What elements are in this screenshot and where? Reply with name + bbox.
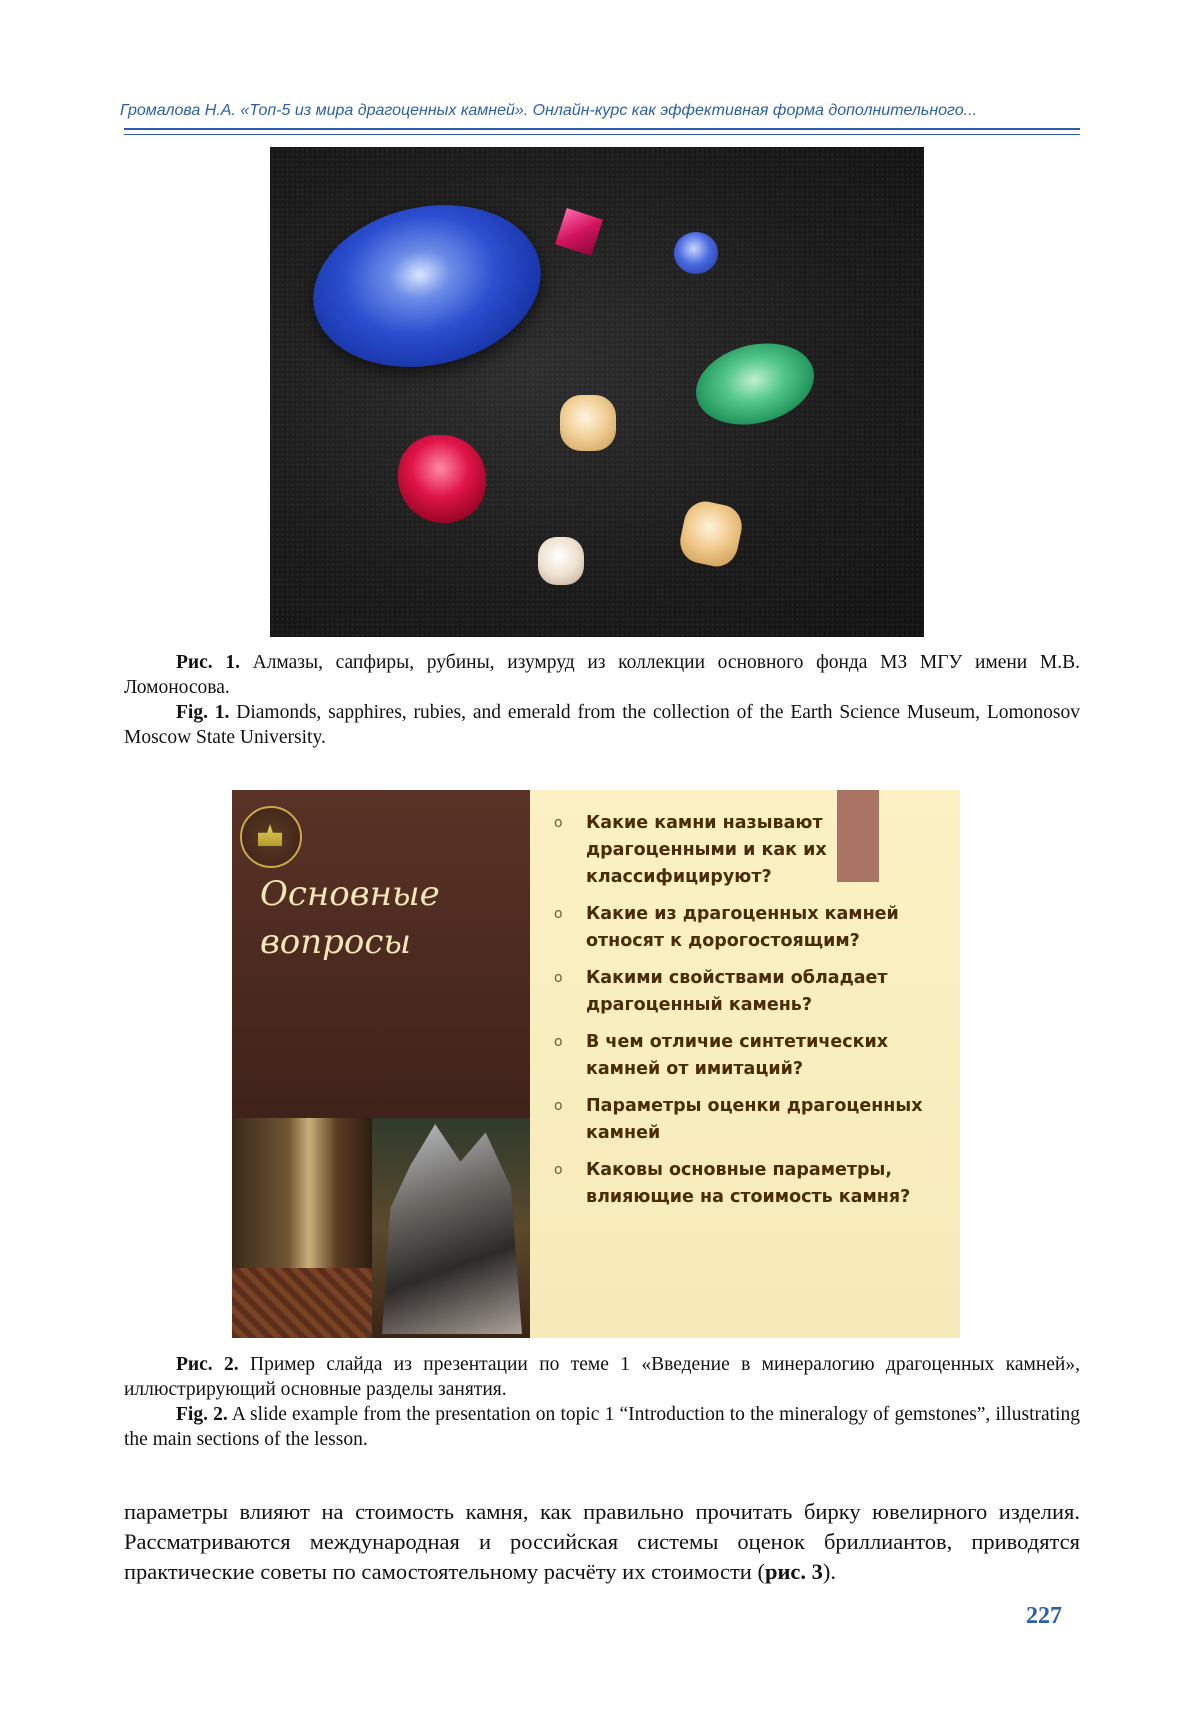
slide-question-text: Параметры оценки драгоценных камней	[586, 1096, 923, 1143]
body-text-end: ).	[822, 1559, 837, 1584]
header-rule	[124, 128, 1080, 135]
figure-1-caption-en	[124, 700, 1080, 750]
figure-reference: рис. 3	[764, 1559, 823, 1584]
parquet-floor-image	[232, 1268, 372, 1338]
museum-photo	[232, 1118, 530, 1338]
bullet-icon: o	[554, 1098, 563, 1114]
diamond-crystal	[560, 395, 616, 451]
body-paragraph	[124, 1497, 1080, 1587]
caption-text: A slide example from the presentation on topic 1 “Introduction to the mineralogy of gemstones”, illustrating the main sections of the lesson.	[124, 1404, 1080, 1450]
ruby-cabochon	[398, 435, 486, 523]
slide-question-list	[550, 810, 930, 1221]
figure-1-gem-photo	[270, 147, 924, 637]
page-number: 227	[1026, 1603, 1062, 1629]
slide-question-item	[550, 1093, 930, 1147]
slide-question-item	[550, 1157, 930, 1211]
slide-question-item	[550, 810, 930, 891]
slide-content-panel	[530, 790, 960, 1338]
bullet-icon: o	[554, 1034, 563, 1050]
caption-text: Алмазы, сапфиры, рубины, изумруд из коллекции основного фонда МЗ МГУ имени М.В. Ломоносова.	[124, 652, 1080, 698]
large-sapphire-cabochon	[298, 185, 556, 387]
slide-question-item	[550, 901, 930, 955]
figure-label: Рис. 2.	[176, 1354, 239, 1375]
diamond-crystal	[538, 537, 584, 585]
slide-question-text: Какие из драгоценных камней относят к дорогостоящим?	[586, 904, 899, 951]
bullet-icon: o	[554, 970, 563, 986]
figure-2-caption-en	[124, 1402, 1080, 1452]
small-sapphire	[674, 232, 718, 274]
caption-text: Diamonds, sapphires, rubies, and emerald from the collection of the Earth Science Museum, Lomonosov Moscow State University.	[124, 702, 1080, 748]
quartz-crystal-image	[382, 1124, 522, 1334]
slide-title: Основные вопросы	[260, 874, 440, 962]
figure-2-slide	[232, 790, 960, 1338]
diamond-crystal	[676, 498, 746, 571]
bullet-icon: o	[554, 815, 563, 831]
bullet-icon: o	[554, 906, 563, 922]
emerald	[687, 332, 822, 437]
university-emblem-icon	[240, 806, 302, 868]
slide-title-panel	[232, 790, 530, 1118]
figure-label: Fig. 1.	[176, 702, 230, 723]
running-header: Громалова Н.А. «Топ-5 из мира драгоценных камней». Онлайн-курс как эффективная форма дополнительного...	[120, 102, 977, 119]
slide-question-text: Какими свойствами обладает драгоценный камень?	[586, 968, 888, 1015]
slide-question-text: В чем отличие синтетических камней от имитаций?	[586, 1032, 889, 1079]
slide-question-text: Каковы основные параметры, влияющие на стоимость камня?	[586, 1160, 911, 1207]
slide-question-item	[550, 965, 930, 1019]
caption-text: Пример слайда из презентации по теме 1 «Введение в минералогию драгоценных камней», иллюстрирующий основные разделы занятия.	[124, 1354, 1080, 1400]
body-text-main: параметры влияют на стоимость камня, как правильно прочитать бирку ювелирного изделия. Рассматриваются международная и российская системы оценок бриллиантов, приводятся практические советы по самостоятельному расчёту их стоимости (	[124, 1499, 1080, 1584]
bullet-icon: o	[554, 1162, 563, 1178]
slide-question-item	[550, 1029, 930, 1083]
slide-question-text: Какие камни называют драгоценными и как их классифицируют?	[586, 813, 827, 887]
figure-2-caption-ru	[124, 1352, 1080, 1402]
figure-1-caption	[124, 650, 1080, 750]
figure-label: Fig. 2.	[176, 1404, 228, 1425]
figure-2-caption	[124, 1352, 1080, 1452]
figure-label: Рис. 1.	[176, 652, 240, 673]
figure-1-caption-ru	[124, 650, 1080, 700]
square-ruby	[555, 208, 603, 256]
